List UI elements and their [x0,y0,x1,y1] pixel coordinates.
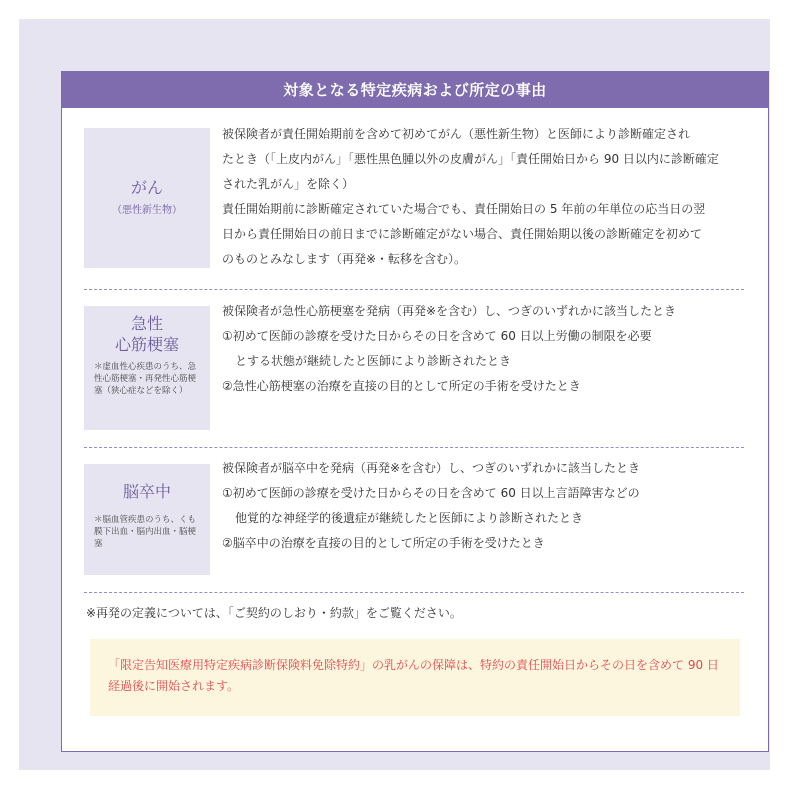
section-cancer [84,128,744,278]
heart-line: とする状態が継続したと医師により診断されたとき [235,354,512,368]
stroke-line: 他覚的な神経学的後遺症が継続したと医師により診断されたとき [235,511,584,525]
label-cancer [84,128,210,268]
label-stroke-note: ＊脳血管疾患のうち、くも膜下出血・脳内出血・脳梗塞 [94,515,197,549]
cancer-line: 被保険者が責任開始期前を含めて初めてがん（悪性新生物）と医師により診断確定され [222,127,691,141]
label-heart-title-1: 急性 [130,314,163,333]
section-heart [84,306,744,431]
stroke-description [222,456,746,556]
heart-line: ②急性心筋梗塞の治療を直接の目的として所定の手術を受けたとき [222,379,581,393]
stroke-line: ②脳卒中の治療を直接の目的として所定の手術を受けたとき [222,536,545,550]
cancer-line: のものとみなします（再発※・転移を含む）。 [222,252,467,266]
card-header: 対象となる特定疾病および所定の事由 [62,72,768,108]
cancer-description [222,122,746,272]
cancer-line: された乳がん」を除く） [222,177,355,191]
cancer-line: 責任開始期前に診断確定されていた場合でも、責任開始日の 5 年前の年単位の応当日の翌 [222,202,706,216]
cancer-line: たとき（「上皮内がん」「悪性黒色腫以外の皮膚がん」「責任開始日から 90 日以内に診断確定 [222,152,719,166]
breast-cancer-notice: 「限定告知医療用特定疾病診断保険料免除特約」の乳がんの保障は、特約の責任開始日からその日を含めて 90 日経過後に開始されます。 [90,639,740,716]
stroke-line: ①初めて医師の診療を受けた日からその日を含めて 60 日以上言語障害などの [222,486,640,500]
label-cancer-sub: （悪性新生物） [112,205,182,216]
label-heart-note: ＊虚血性心疾患のうち、急性心筋梗塞・再発性心筋梗塞（狭心症などを除く） [94,362,197,396]
label-stroke-title: 脳卒中 [122,482,171,501]
label-cancer-title: がん [130,178,163,197]
label-heart [84,306,210,430]
heart-description [222,299,746,399]
recurrence-footnote: ※再発の定義については、「ご契約のしおり・約款」をご覧ください。 [86,606,462,620]
label-stroke [84,464,210,575]
page-background [19,19,770,770]
section-divider [84,447,744,448]
section-stroke [84,461,744,576]
label-heart-title-2: 心筋梗塞 [114,335,179,354]
stroke-line: 被保険者が脳卒中を発病（再発※を含む）し、つぎのいずれかに該当したとき [222,461,641,475]
cancer-line: 日から責任開始日の前日までに診断確定がない場合、責任開始期以後の診断確定を初めて [222,227,703,241]
info-card [61,71,769,752]
section-divider [84,592,744,593]
heart-line: 被保険者が急性心筋梗塞を発病（再発※を含む）し、つぎのいずれかに該当したとき [222,304,677,318]
section-divider [84,289,744,290]
heart-line: ①初めて医師の診療を受けた日からその日を含めて 60 日以上労働の制限を必要 [222,329,652,343]
